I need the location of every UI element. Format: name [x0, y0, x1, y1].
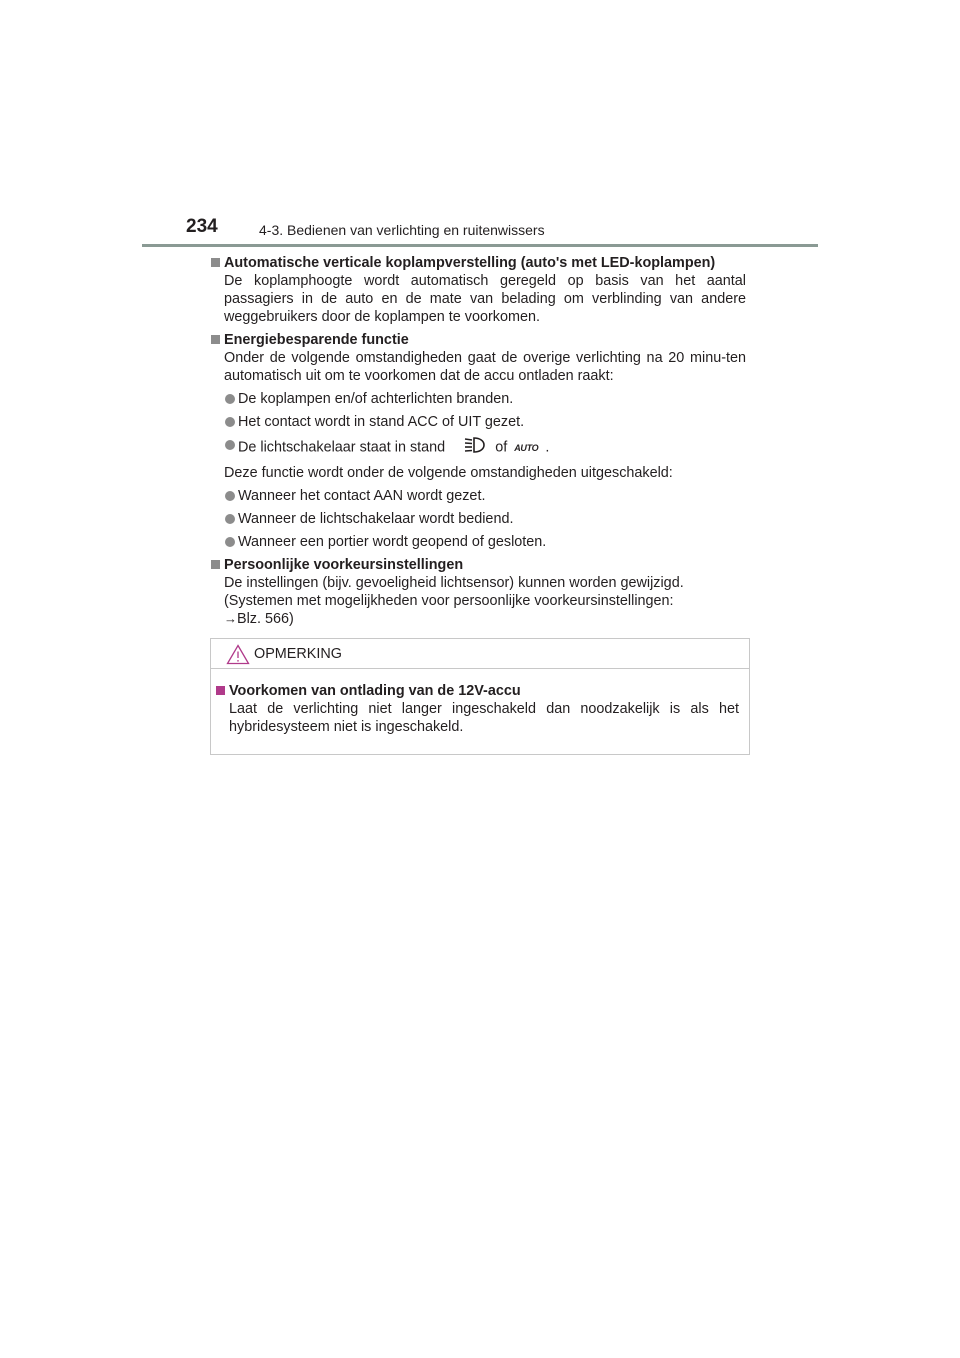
section-intro: Onder de volgende omstandigheden gaat de overige verlichting na 20 minu-ten automatisch uit om te voorkomen dat de accu ontladen raakt:: [224, 350, 746, 384]
section-text: De koplamphoogte wordt automatisch geregeld op basis van het aantal passagiers in de auto en de mate van belading om verblinding van andere weggebruikers door de koplampen te voorkomen.: [224, 273, 746, 325]
page-header: [142, 213, 818, 247]
round-bullet-icon: [225, 440, 235, 450]
notice-section-title: Voorkomen van ontlading van de 12V-accu: [215, 682, 739, 700]
notice-body: [211, 669, 749, 736]
notice-label: OPMERKING: [254, 646, 342, 662]
section-headlamp-leveling: [210, 254, 746, 326]
section-text: (Systemen met mogelijkheden voor persoonlijke voorkeursinstellingen:: [224, 593, 674, 609]
page-reference: →Blz. 566): [224, 611, 294, 627]
list-item: Het contact wordt in stand ACC of UIT gezet.: [210, 413, 746, 431]
round-bullet-icon: [225, 417, 235, 427]
square-bullet-icon: [211, 560, 220, 569]
section-title: Automatische verticale koplampverstelling (auto's met LED-koplampen): [210, 254, 746, 272]
square-bullet-icon: [211, 258, 220, 267]
headlight-icon: [453, 436, 487, 459]
section-intro: Deze functie wordt onder de volgende omstandigheden uitgeschakeld:: [224, 465, 673, 481]
auto-mode-icon: AUTO: [514, 442, 539, 453]
header-rule: [142, 244, 818, 247]
list-item: De koplampen en/of achterlichten branden.: [210, 390, 746, 408]
page-number: 234: [186, 216, 218, 237]
list-item: Wanneer het contact AAN wordt gezet.: [210, 487, 746, 505]
section-title: Persoonlijke voorkeursinstellingen: [210, 556, 746, 574]
page-content: [210, 254, 746, 633]
round-bullet-icon: [225, 491, 235, 501]
section-energy-saving: [210, 331, 746, 551]
list-item: Wanneer een portier wordt geopend of gesloten.: [210, 533, 746, 551]
round-bullet-icon: [225, 537, 235, 547]
round-bullet-icon: [225, 394, 235, 404]
notice-text: Laat de verlichting niet langer ingeschakeld dan noodzakelijk is als het hybridesysteem niet is ingeschakeld.: [229, 701, 739, 735]
arrow-right-icon: →: [224, 611, 237, 626]
list-item: Wanneer de lichtschakelaar wordt bediend.: [210, 510, 746, 528]
list-item: De lichtschakelaar staat in stand of AUTO .: [210, 436, 746, 459]
warning-triangle-icon: [226, 644, 250, 670]
chapter-title: 4-3. Bedienen van verlichting en ruitenwissers: [259, 222, 545, 238]
round-bullet-icon: [225, 514, 235, 524]
section-title: Energiebesparende functie: [210, 331, 746, 349]
square-bullet-icon: [216, 686, 225, 695]
notice-box: [210, 638, 750, 755]
square-bullet-icon: [211, 335, 220, 344]
section-personal-settings: [210, 556, 746, 628]
notice-header: [211, 639, 749, 669]
section-text: De instellingen (bijv. gevoeligheid lichtsensor) kunnen worden gewijzigd.: [224, 575, 684, 591]
